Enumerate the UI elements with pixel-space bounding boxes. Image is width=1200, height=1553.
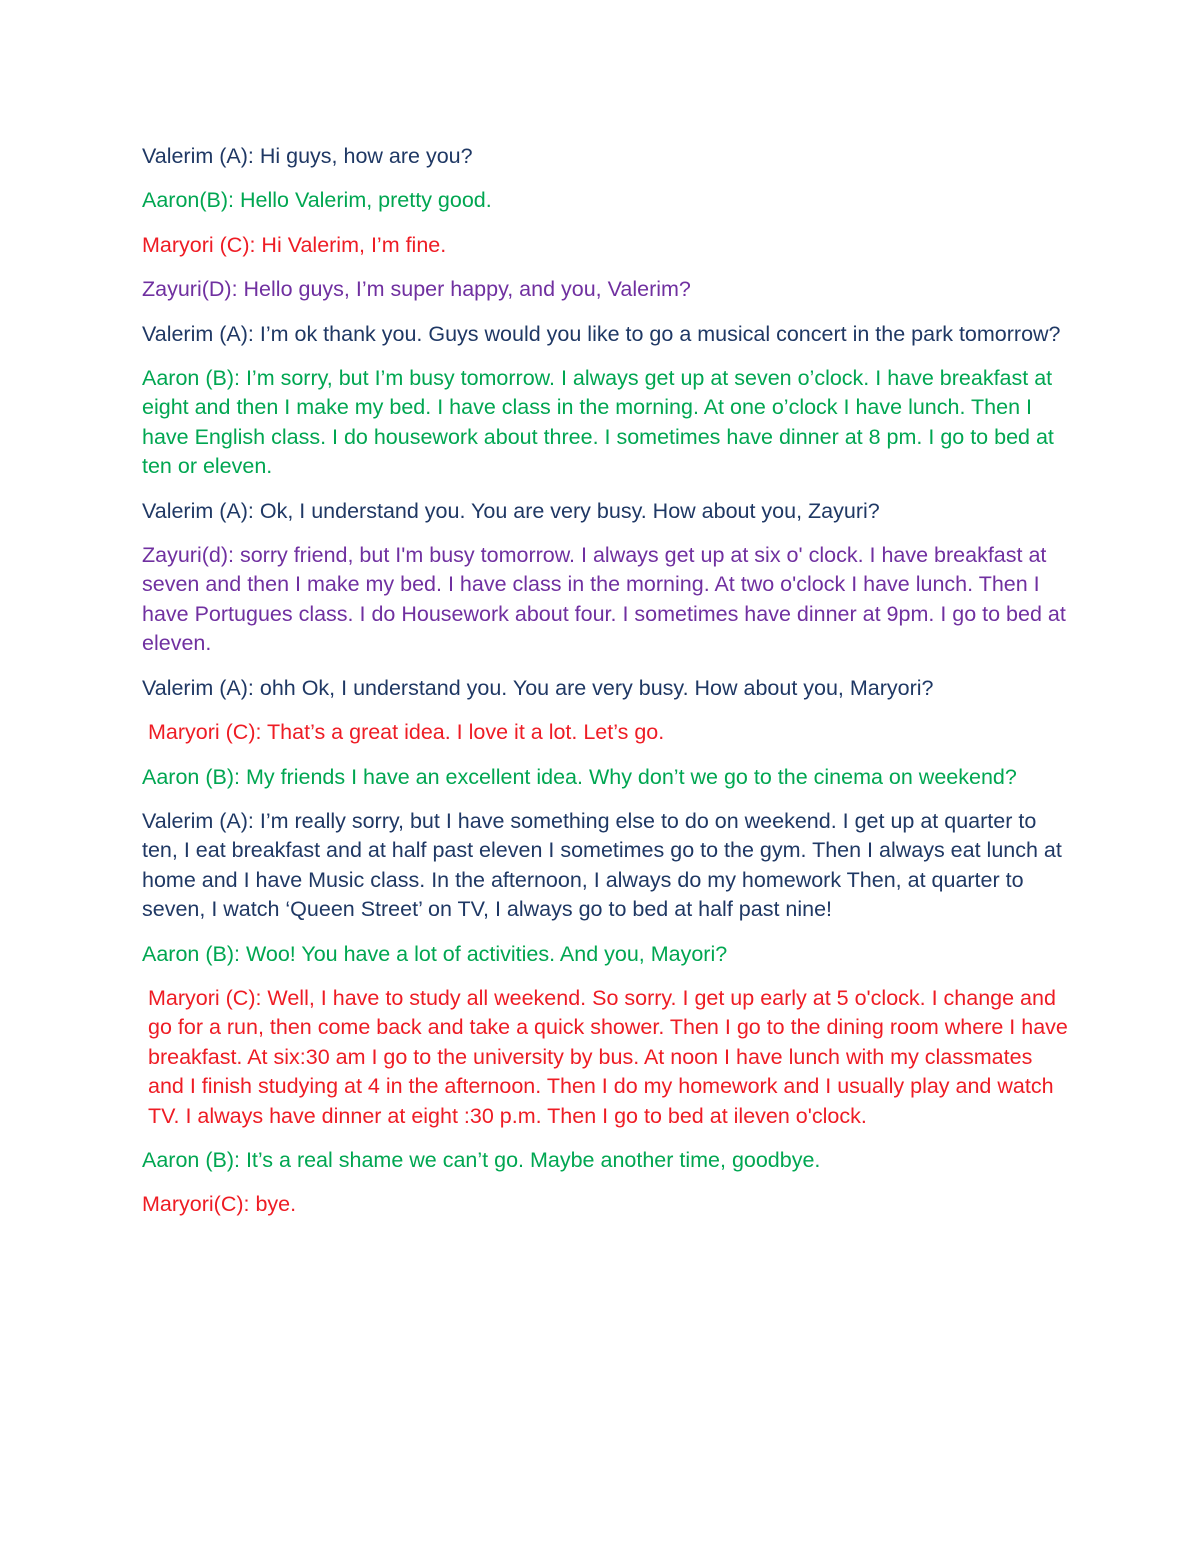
dialogue-line-maryori: Maryori (C): Well, I have to study all weekend. So sorry. I get up early at 5 o'clock. I change and go for a run, then come back and take a quick shower. Then I go to the dining room where I have breakfast. At six:30 am I go to the university by bus. At noon I have lunch with my classmates and I finish studying at 4 in the afternoon. Then I do my homework and I usually play and watch TV. I always have dinner at eight :30 p.m. Then I go to bed at ileven o'clock. [148, 985, 1068, 1128]
dialogue-line-zayuri: Zayuri(d): sorry friend, but I'm busy tomorrow. I always get up at six o' clock. I have breakfast at seven and then I make my bed. I have class in the morning. At two o'clock I have lunch. Then I have Portugues class. I do Housework about four. I sometimes have dinner at 9pm. I go to bed at eleven. [142, 543, 1066, 656]
dialogue-line-valerim: Valerim (A): Ok, I understand you. You are very busy. How about you, Zayuri? [142, 498, 880, 523]
dialogue-line-valerim: Valerim (A): I’m ok thank you. Guys would you like to go a musical concert in the park tomorrow? [142, 321, 1061, 346]
dialogue-line-valerim: Valerim (A): ohh Ok, I understand you. You are very busy. How about you, Maryori? [142, 675, 934, 700]
dialogue-line-zayuri: Zayuri(D): Hello guys, I’m super happy, and you, Valerim? [142, 277, 691, 302]
dialogue-line-aaron: Aaron (B): It’s a real shame we can’t go. Maybe another time, goodbye. [142, 1147, 821, 1172]
dialogue-line-aaron: Aaron (B): My friends I have an excellent idea. Why don’t we go to the cinema on weekend? [142, 764, 1017, 789]
dialogue-line-valerim: Valerim (A): Hi guys, how are you? [142, 144, 473, 168]
dialogue-line-aaron: Aaron (B): Woo! You have a lot of activities. And you, Mayori? [142, 941, 728, 966]
dialogue-document [142, 142, 1070, 1235]
dialogue-line-maryori: Maryori (C): That’s a great idea. I love it a lot. Let’s go. [148, 720, 665, 745]
dialogue-line-maryori: Maryori (C): Hi Valerim, I’m fine. [142, 232, 447, 257]
dialogue-line-valerim: Valerim (A): I’m really sorry, but I have something else to do on weekend. I get up at quarter to ten, I eat breakfast and at half past eleven I sometimes go to the gym. Then I always eat lunch at home and I have Music class. In the afternoon, I always do my homework Then, at quarter to seven, I watch ‘Queen Street’ on TV, I always go to bed at half past nine! [142, 808, 1062, 922]
dialogue-line-maryori: Maryori(C): bye. [142, 1192, 297, 1217]
dialogue-line-aaron: Aaron(B): Hello Valerim, pretty good. [142, 188, 492, 213]
dialogue-line-aaron: Aaron (B): I’m sorry, but I’m busy tomorrow. I always get up at seven o’clock. I have breakfast at eight and then I make my bed. I have class in the morning. At one o’clock I have lunch. Then I have English class. I do housework about three. I sometimes have dinner at 8 pm. I go to bed at ten or eleven. [142, 366, 1054, 479]
